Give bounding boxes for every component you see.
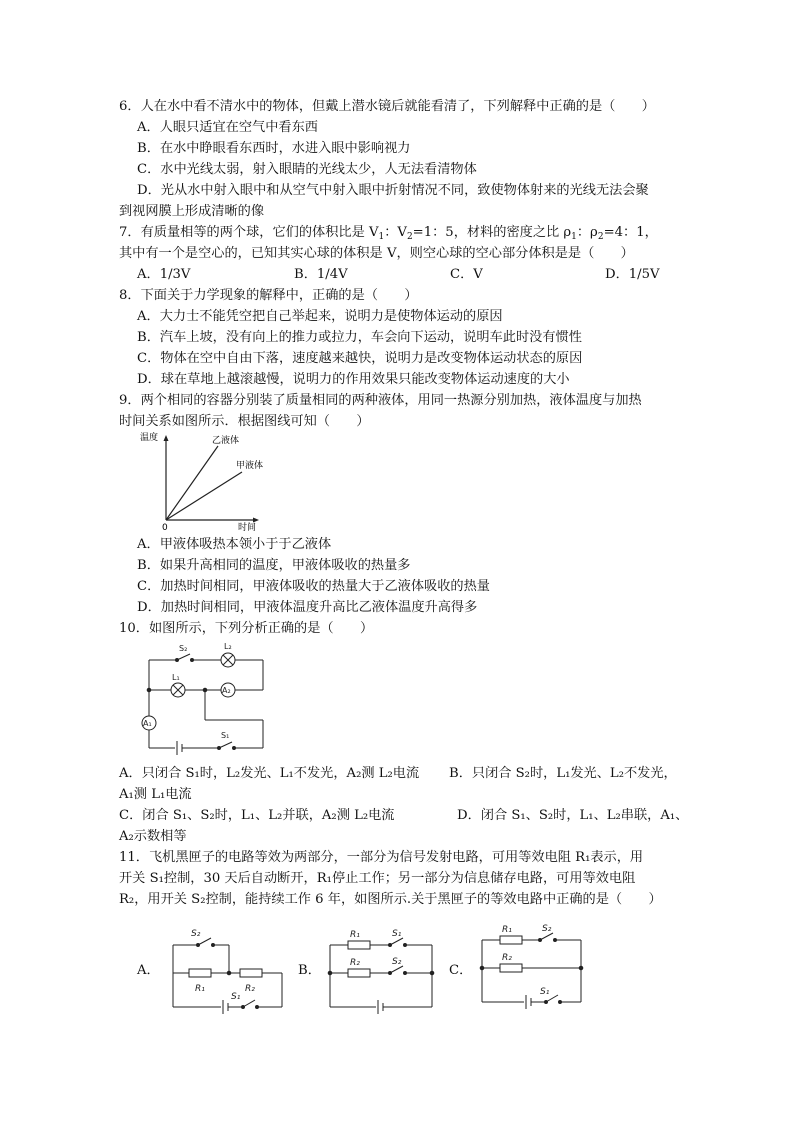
q10-option-c: C．闭合 S₁、S₂时，L₁、L₂并联，A₂测 L₂电流: [119, 808, 395, 823]
q11-option-c-label: C．: [449, 963, 473, 978]
q11-circuit-a: [165, 925, 290, 1015]
graph-line-yi-label: 乙液体: [212, 436, 240, 446]
q7-stem-line1: 7．有质量相等的两个球，它们的体积比是 $V_1$：$V_2=1$：5，材料的密度之比 $\rho_1$：$\rho_2=4$：1，: [119, 225, 658, 242]
q8-option-b: B．汽车上坡，没有向上的推力或拉力，车会向下运动，说明车此时没有惯性: [137, 330, 582, 345]
q9-option-b: B．如果升高相同的温度，甲液体吸收的热量多: [137, 558, 411, 573]
svg-text:R₁: R₁: [350, 930, 360, 940]
switch-s1: [219, 742, 232, 748]
q9-option-a: A．甲液体吸热本领小于于乙液体: [137, 537, 332, 552]
q10-option-d-cont: A₂示数相等: [119, 829, 187, 844]
svg-text:R₁: R₁: [195, 984, 205, 994]
q6-option-b: B．在水中睁眼看东西时，水进入眼中影响视力: [137, 141, 411, 156]
q7-option-b: B．1/4V: [294, 267, 348, 282]
q6-option-d: D．光从水中射入眼中和从空气中射入眼中折射情况不同，致使物体射来的光线无法会聚: [137, 183, 649, 198]
q11-circuit-b: [322, 925, 440, 1015]
q6-option-a: A．人眼只适宜在空气中看东西: [137, 120, 318, 135]
q7-option-d: D．1/5V: [605, 267, 660, 282]
label-a1: A₁: [143, 719, 152, 728]
q9-temperature-graph: [138, 430, 278, 532]
q11-stem-line2: 开关 S₁控制，30 天后自动断开，R₁停止工作；另一部分为信息储存电路，可用等效电阻: [119, 871, 636, 886]
q7-option-a: A．1/3V: [137, 267, 191, 282]
switch-s2: [177, 654, 190, 660]
q6-option-c: C．水中光线太弱，射入眼睛的光线太少，人无法看清物体: [137, 162, 477, 177]
q10-option-b-cont: A₁测 L₁电流: [119, 787, 192, 802]
q10-circuit-diagram: [135, 640, 270, 755]
svg-text:S₂: S₂: [542, 924, 552, 934]
label-a2: A₂: [222, 686, 231, 695]
q8-option-a: A．大力士不能凭空把自己举起来，说明力是使物体运动的原因: [137, 309, 503, 324]
q7-stem-line2: 其中有一个是空心的，已知其实心球的体积是 V，则空心球的空心部分体积是是（ ）: [119, 246, 634, 261]
q9-stem-line2: 时间关系如图所示．根据图线可知（ ）: [119, 414, 370, 429]
q9-stem-line1: 9．两个相同的容器分别装了质量相同的两种液体，用同一热源分别加热，液体温度与加热: [119, 393, 642, 408]
graph-x-arrow: [253, 518, 259, 523]
graph-x-label: 时间: [238, 523, 257, 532]
q10-option-d: D．闭合 S₁、S₂时，L₁、L₂串联，A₁、: [457, 808, 689, 823]
q11-circuit-c: [474, 920, 589, 1010]
graph-line-jia: [166, 472, 242, 520]
svg-text:S₁: S₁: [231, 992, 241, 1002]
graph-y-arrow: [164, 435, 169, 441]
q11-option-a-label: A．: [137, 963, 160, 978]
q9-option-c: C．加热时间相同，甲液体吸收的热量大于乙液体吸收的热量: [137, 579, 490, 594]
svg-text:R₂: R₂: [502, 953, 512, 963]
graph-origin: 0: [162, 523, 168, 532]
svg-text:R₂: R₂: [350, 958, 360, 968]
q6-stem: 6．人在水中看不清水中的物体，但戴上潜水镜后就能看清了，下列解释中正确的是（ ）: [119, 99, 655, 114]
svg-text:S₂: S₂: [392, 957, 402, 967]
svg-text:S₁: S₁: [392, 929, 402, 939]
q8-option-d: D．球在草地上越滚越慢，说明力的作用效果只能改变物体运动速度的大小: [137, 372, 570, 387]
svg-text:S₁: S₁: [540, 987, 550, 997]
q9-option-d: D．加热时间相同，甲液体温度升高比乙液体温度升高得多: [137, 600, 478, 615]
label-s1: S₁: [221, 731, 230, 740]
label-s2: S₂: [179, 644, 188, 653]
q6-option-d-cont: 到视网膜上形成清晰的像: [119, 204, 265, 219]
q10-stem: 10．如图所示，下列分析正确的是（ ）: [119, 621, 374, 636]
svg-text:S₂: S₂: [191, 929, 201, 939]
label-l1: L₁: [172, 673, 180, 682]
svg-text:R₁: R₁: [502, 925, 512, 935]
graph-y-label: 温度: [140, 433, 159, 443]
q10-option-a: A．只闭合 S₁时，L₂发光、L₁不发光，A₂测 L₂电流: [119, 766, 420, 781]
q10-option-b: B．只闭合 S₂时，L₁发光、L₂不发光，: [449, 766, 677, 781]
q8-option-c: C．物体在空中自由下落，速度越来越快，说明力是改变物体运动状态的原因: [137, 351, 583, 366]
q8-stem: 8．下面关于力学现象的解释中，正确的是（ ）: [119, 288, 418, 303]
q11-stem-line3: R₂，用开关 S₂控制，能持续工作 6 年，如图所示.关于黑匣子的等效电路中正确的是（ ）: [119, 892, 662, 907]
q7-option-c: C．V: [450, 267, 483, 282]
graph-line-yi: [166, 446, 218, 520]
label-l2: L₂: [224, 642, 232, 651]
svg-text:R₂: R₂: [245, 984, 255, 994]
q11-option-b-label: B．: [298, 963, 321, 978]
q11-stem-line1: 11．飞机黑匣子的电路等效为两部分，一部分为信号发射电路，可用等效电阻 R₁表示，用: [119, 850, 644, 865]
graph-line-jia-label: 甲液体: [236, 461, 264, 471]
